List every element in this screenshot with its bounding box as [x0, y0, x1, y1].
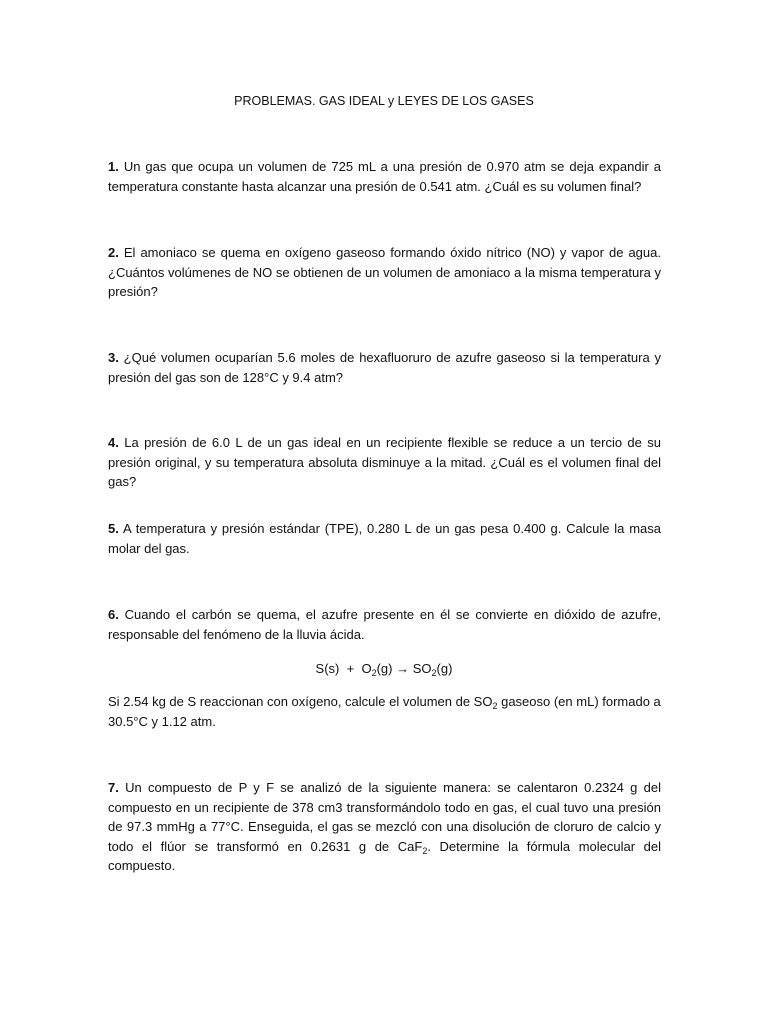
- problem-2: [108, 243, 661, 302]
- problem-text-subscript: 2: [422, 845, 428, 856]
- equation-product-subscript: 2: [431, 668, 437, 678]
- equation-oxygen: O: [361, 661, 372, 676]
- equation-product-state: (g): [436, 661, 453, 676]
- problem-number: 1.: [108, 159, 119, 174]
- problem-text: Un gas que ocupa un volumen de 725 mL a una presión de 0.970 atm se deja expandir a temperatura constante hasta alcanzar una presión de 0.541 atm. ¿Cuál es su volumen final?: [108, 159, 661, 194]
- problem-1: [108, 157, 661, 196]
- problem-number: 5.: [108, 521, 119, 536]
- problem-5: [108, 519, 661, 558]
- equation-product: SO: [412, 661, 432, 676]
- reaction-arrow-icon: →: [396, 661, 410, 676]
- problem-6-followup: [108, 692, 661, 731]
- equation-oxygen-state: (g): [376, 661, 393, 676]
- problem-number: 7.: [108, 780, 119, 795]
- problem-text: El amoniaco se quema en oxígeno gaseoso formando óxido nítrico (NO) y vapor de agua. ¿Cuántos volúmenes de NO se obtienen de un volumen de amoniaco a la misma temperatura y presión?: [108, 245, 661, 299]
- problem-number: 6.: [108, 607, 119, 622]
- problem-4: [108, 433, 661, 492]
- equation-plus: +: [346, 661, 355, 676]
- chemical-equation: [0, 659, 768, 679]
- problem-text: A temperatura y presión estándar (TPE), 0.280 L de un gas pesa 0.400 g. Calcule la masa molar del gas.: [108, 521, 661, 556]
- followup-subscript: 2: [492, 701, 498, 711]
- problem-text: La presión de 6.0 L de un gas ideal en un recipiente flexible se reduce a un tercio de su presión original, y su temperatura absoluta disminuye a la mitad. ¿Cuál es el volumen final del gas?: [108, 435, 662, 489]
- problem-text: ¿Qué volumen ocuparían 5.6 moles de hexafluoruro de azufre gaseoso si la temperatura y presión del gas son de 128°C y 9.4 atm?: [108, 350, 661, 385]
- problem-3: [108, 348, 661, 387]
- problem-text: Cuando el carbón se quema, el azufre presente en él se convierte en dióxido de azufre, responsable del fenómeno de la lluvia ácida.: [108, 607, 661, 642]
- problem-text: Un compuesto de P y F se analizó de la siguiente manera: se calentaron 0.2324 g del compuesto en un recipiente de 378 cm3 transformándolo todo en gas, el cual tuvo una presión de 97.3 mmHg a 77°C. Enseguida, el gas se mezcló con una disolución de cloruro de calcio y todo el flúor se transformó en 0.2631 g de CaF: [108, 780, 661, 854]
- problem-number: 2.: [108, 245, 119, 260]
- problem-number: 3.: [108, 350, 119, 365]
- problem-6: [108, 605, 661, 644]
- equation-oxygen-subscript: 2: [371, 668, 377, 678]
- problem-number: 4.: [108, 435, 119, 450]
- page-title: PROBLEMAS. GAS IDEAL y LEYES DE LOS GASES: [234, 94, 534, 108]
- followup-text: Si 2.54 kg de S reaccionan con oxígeno, calcule el volumen de SO: [108, 694, 493, 709]
- followup-text-end: gaseoso (en mL) formado a 30.5°C y 1.12 atm.: [108, 694, 661, 729]
- problem-7: [108, 778, 661, 876]
- equation-reactant: S(s): [315, 661, 340, 676]
- problem-text-end: . Determine la fórmula molecular del compuesto.: [108, 838, 662, 873]
